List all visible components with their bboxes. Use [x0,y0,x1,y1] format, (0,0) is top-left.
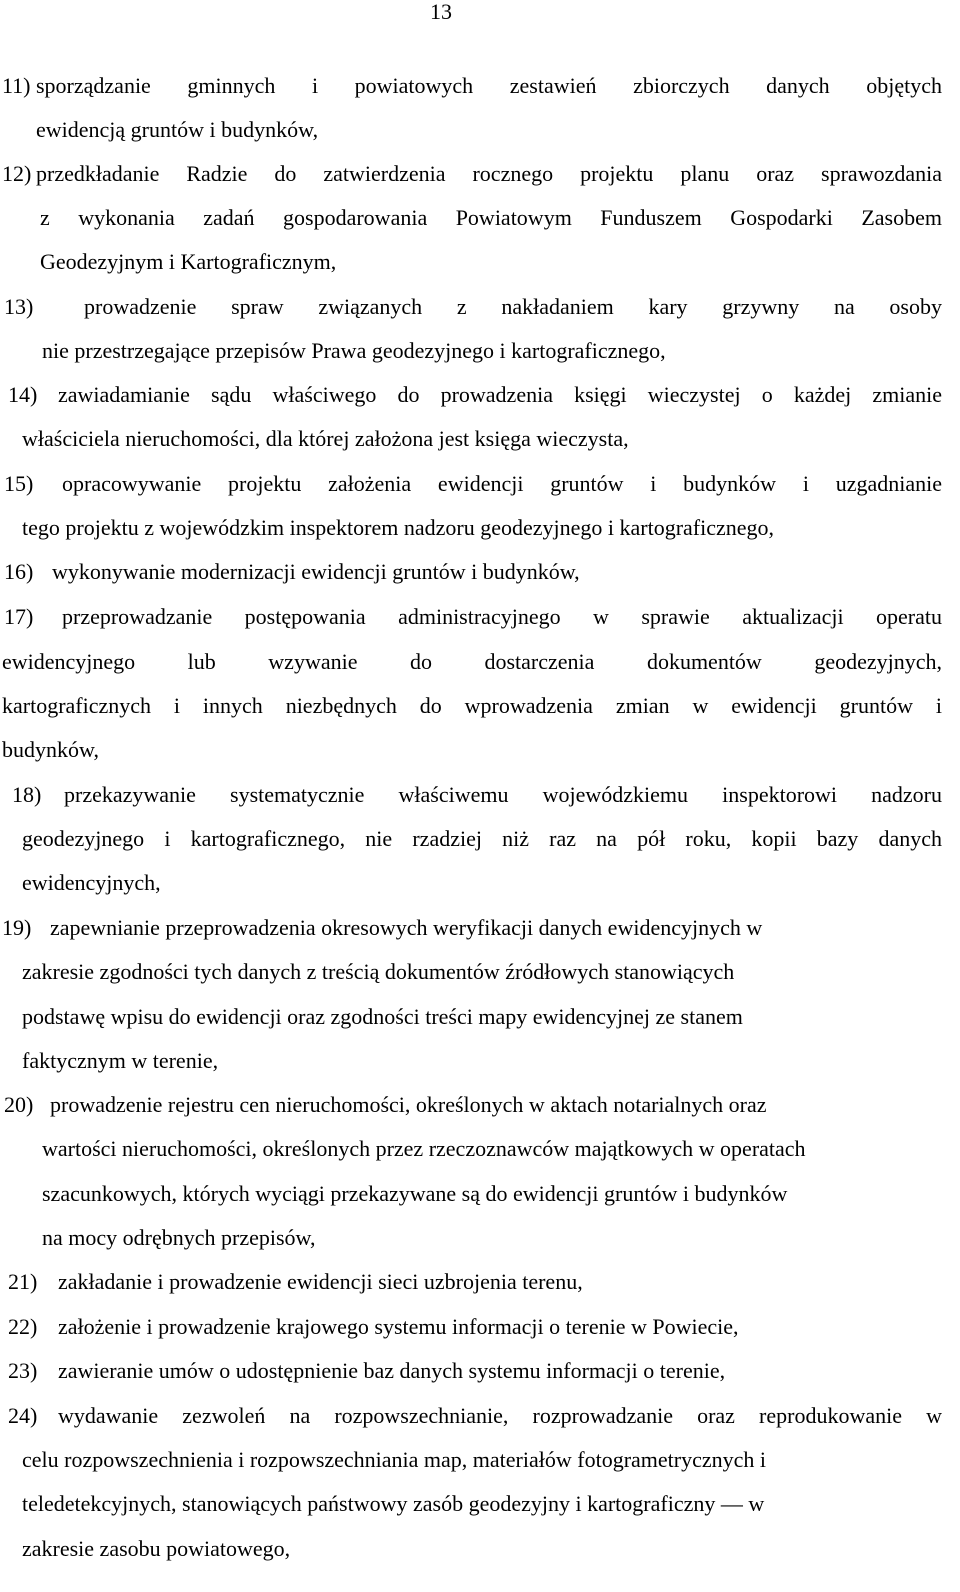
list-item-number: 13) [4,294,34,319]
list-item-text-line: podstawę wpisu do ewidencji oraz zgodności treści mapy ewidencyjnej ze stanem [22,1004,743,1029]
list-item-number: 22) [8,1314,38,1339]
list-item-text-line: zapewnianie przeprowadzenia okresowych weryfikacji danych ewidencyjnych w [50,915,763,940]
list-item-number: 18) [12,782,42,807]
list-item-text-line: sporządzanie gminnych i powiatowych zestawień zbiorczych danych objętych [36,73,942,98]
list-item-number: 12) [2,161,32,186]
list-item-text-line: budynków, [2,737,99,762]
list-item-text-line: geodezyjnego i kartograficznego, nie rzadziej niż raz na pół roku, kopii bazy danych [22,826,942,851]
list-item-text-line: celu rozpowszechnienia i rozpowszechniania map, materiałów fotogrametrycznych i [22,1447,767,1472]
list-item-text-line: przedkładanie Radzie do zatwierdzenia rocznego projektu planu oraz sprawozdania [36,161,942,186]
list-item-number: 20) [4,1092,34,1117]
list-item-text-line: właściciela nieruchomości, dla której założona jest księga wieczysta, [22,426,629,451]
list-item-text-line: prowadzenie rejestru cen nieruchomości, określonych w aktach notarialnych oraz [50,1092,767,1117]
list-item-text-line: zakładanie i prowadzenie ewidencji sieci uzbrojenia terenu, [58,1269,583,1294]
list-item-number: 11) [2,73,31,98]
list-item-text-line: prowadzenie spraw związanych z nakładaniem kary grzywny na osoby [84,294,942,319]
list-item-text-line: kartograficznych i innych niezbędnych do wprowadzenia zmian w ewidencji gruntów i [2,693,942,718]
list-item-number: 19) [2,915,32,940]
list-item-text-line: ewidencyjnych, [22,870,161,895]
list-item-text-line: nie przestrzegające przepisów Prawa geodezyjnego i kartograficznego, [42,338,666,363]
list-item-number: 17) [4,604,34,629]
list-item-text-line: opracowywanie projektu założenia ewidencji gruntów i budynków i uzgadnianie [62,471,942,496]
list-item-text-line: założenie i prowadzenie krajowego systemu informacji o terenie w Powiecie, [58,1314,739,1339]
list-item-text-line: zawieranie umów o udostępnienie baz danych systemu informacji o terenie, [58,1358,726,1383]
list-item-number: 15) [4,471,34,496]
list-item-text-line: wartości nieruchomości, określonych przez rzeczoznawców majątkowych w operatach [42,1136,806,1161]
list-item-text-line: przekazywanie systematycznie właściwemu wojewódzkiemu inspektorowi nadzoru [64,782,942,807]
list-item-text-line: zakresie zgodności tych danych z treścią dokumentów źródłowych stanowiących [22,959,735,984]
list-item-text-line: wykonywanie modernizacji ewidencji gruntów i budynków, [52,559,580,584]
list-item-text-line: faktycznym w terenie, [22,1048,219,1073]
list-item-number: 24) [8,1403,38,1428]
list-item-text-line: ewidencyjnego lub wzywanie do dostarczenia dokumentów geodezyjnych, [2,649,942,674]
page-number: 13 [430,0,452,24]
list-item-number: 21) [8,1269,38,1294]
list-item-text-line: szacunkowych, których wyciągi przekazywane są do ewidencji gruntów i budynków [42,1181,788,1206]
list-item-text-line: Geodezyjnym i Kartograficznym, [40,249,337,274]
list-item-text-line: z wykonania zadań gospodarowania Powiatowym Funduszem Gospodarki Zasobem [40,205,942,230]
list-item-number: 16) [4,559,34,584]
list-item-text-line: teledetekcyjnych, stanowiących państwowy zasób geodezyjny i kartograficzny — w [22,1491,765,1516]
list-item-text-line: zawiadamianie sądu właściwego do prowadzenia księgi wieczystej o każdej zmianie [58,382,942,407]
list-item-number: 14) [8,382,38,407]
list-item-text-line: ewidencją gruntów i budynków, [36,117,319,142]
list-item-text-line: tego projektu z wojewódzkim inspektorem nadzoru geodezyjnego i kartograficznego, [22,515,775,540]
list-item-text-line: zakresie zasobu powiatowego, [22,1536,291,1561]
list-item-text-line: na mocy odrębnych przepisów, [42,1225,316,1250]
list-item-number: 23) [8,1358,38,1383]
list-item-text-line: przeprowadzanie postępowania administracyjnego w sprawie aktualizacji operatu [62,604,942,629]
list-item-text-line: wydawanie zezwoleń na rozpowszechnianie, rozprowadzanie oraz reprodukowanie w [58,1403,942,1428]
